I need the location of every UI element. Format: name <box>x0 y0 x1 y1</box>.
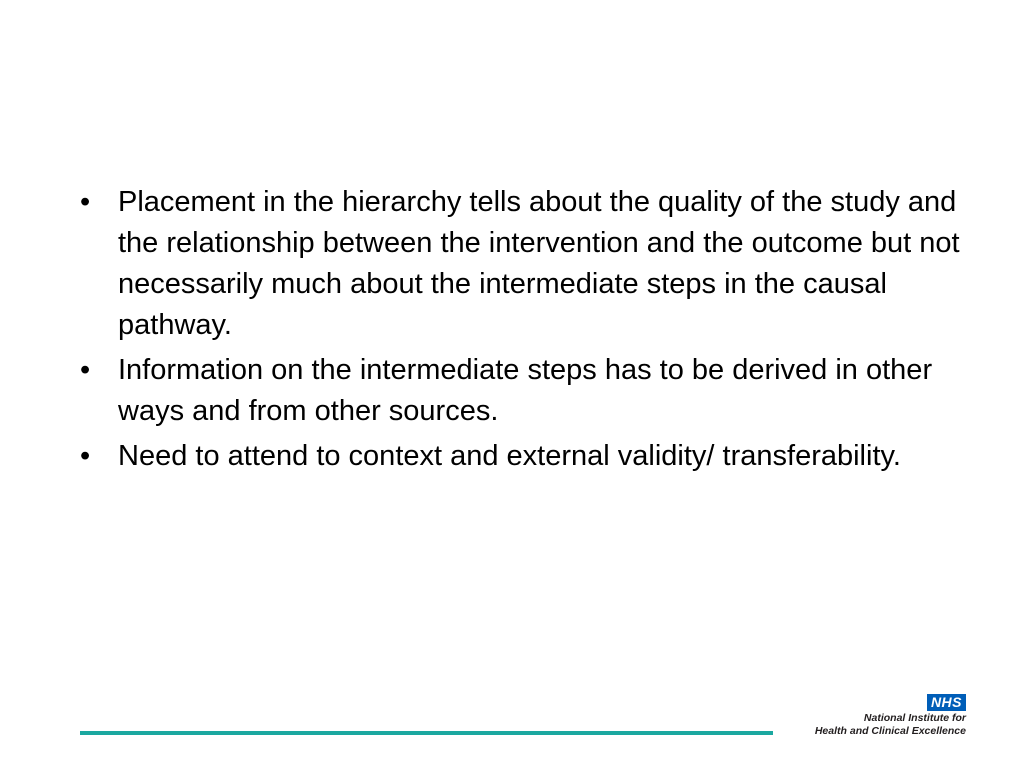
bullet-marker: • <box>80 440 91 472</box>
bullet-item <box>80 350 970 432</box>
bullet-text: Placement in the hierarchy tells about the quality of the study and the relationship between the intervention and the outcome but not necessarily much about the intermediate steps in the causal pathway. <box>118 186 960 341</box>
bullet-text: Information on the intermediate steps has to be derived in other ways and from other sources. <box>118 354 933 427</box>
bullet-list <box>80 182 970 481</box>
bullet-marker: • <box>80 354 91 386</box>
bullet-item <box>80 182 970 346</box>
nhs-nice-logo <box>806 694 966 738</box>
nhs-badge: NHS <box>927 694 966 711</box>
bullet-text: Need to attend to context and external validity/ transferability. <box>118 440 901 472</box>
logo-line-2: Health and Clinical Excellence <box>814 725 966 737</box>
logo-line-1: National Institute for <box>863 712 966 724</box>
footer-divider <box>80 731 773 735</box>
bullet-marker: • <box>80 186 91 218</box>
bullet-item <box>80 436 970 477</box>
